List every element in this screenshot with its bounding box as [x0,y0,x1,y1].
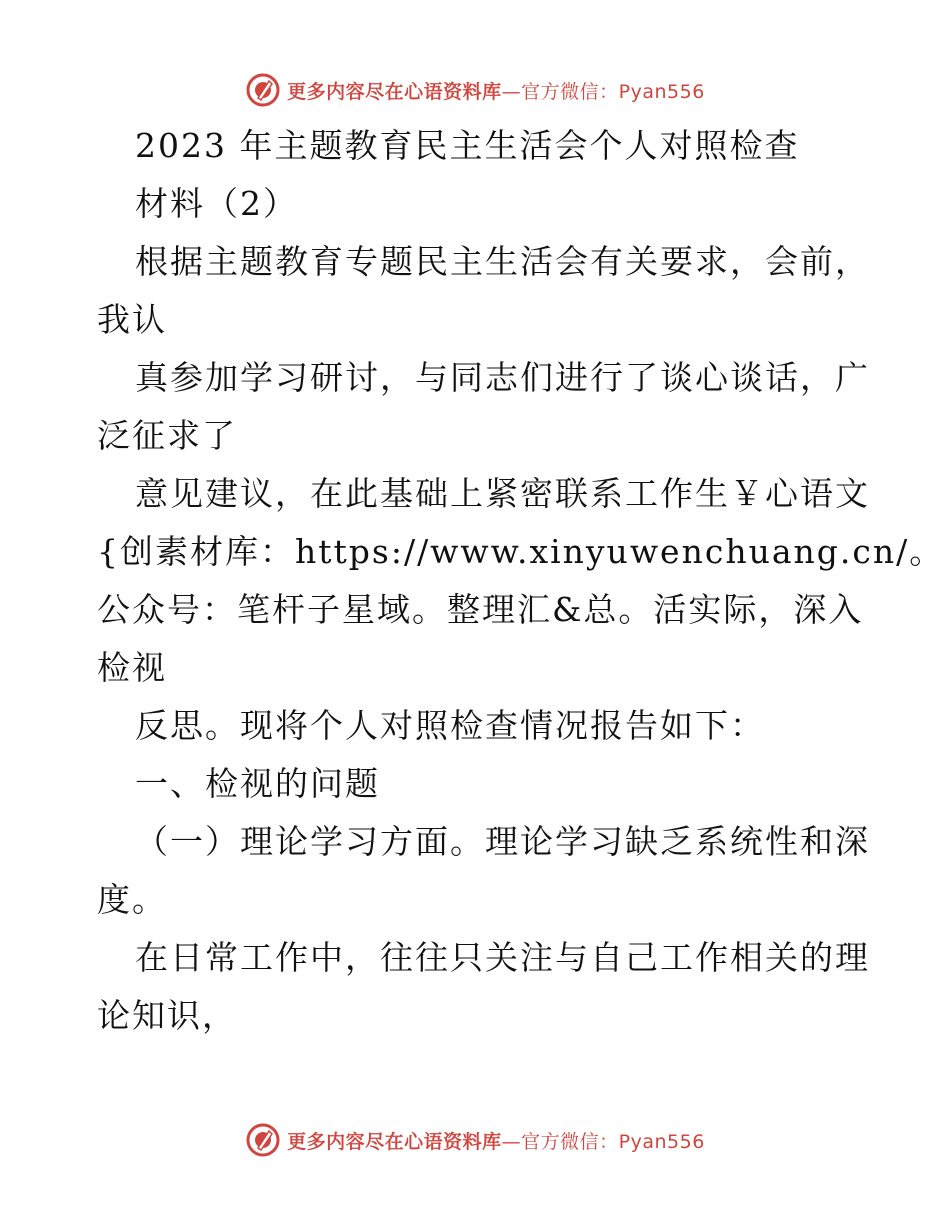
banner-contact: 官方微信：Pyan556 [521,1130,705,1153]
banner-brand: 更多内容尽在心语资料库 [287,1130,502,1153]
banner-text [287,1127,705,1154]
document-line: 材料（2） [135,184,298,223]
footer-watermark-banner [0,1120,950,1160]
banner-dash: — [501,80,522,103]
header-watermark-banner [0,70,950,110]
banner-brand: 更多内容尽在心语资料库 [287,80,502,103]
document-body [97,117,945,1045]
document-line: 意见建议，在此基础上紧密联系工作生￥心语文 [135,474,870,513]
document-line: 度。 [97,880,167,919]
document-line: （一）理论学习方面。理论学习缺乏系统性和深 [135,822,870,861]
document-line: 在日常工作中，往往只关注与自己工作相关的理 [135,938,870,977]
document-line: 检视 [97,648,167,687]
banner-dash: — [501,1130,522,1153]
document-line: 反思。现将个人对照检查情况报告如下： [135,706,765,745]
pen-nib-icon [245,72,281,108]
document-line: 泛征求了 [97,416,237,455]
pen-nib-icon [245,1122,281,1158]
document-line: 公众号：笔杆子星域。整理汇&总。活实际，深入 [97,590,864,629]
banner-contact: 官方微信：Pyan556 [521,80,705,103]
document-line: 我认 [97,300,167,339]
document-line: {创素材库：https://www.xinyuwenchuang.cn/。 [97,532,945,571]
document-line: 一、检视的问题 [135,764,380,803]
document-line: 2023 年主题教育民主生活会个人对照检查 [135,126,800,165]
document-line: 根据主题教育专题民主生活会有关要求，会前， [135,242,870,281]
document-line: 真参加学习研讨，与同志们进行了谈心谈话，广 [135,358,870,397]
document-line: 论知识， [97,996,237,1035]
banner-text [287,77,705,104]
